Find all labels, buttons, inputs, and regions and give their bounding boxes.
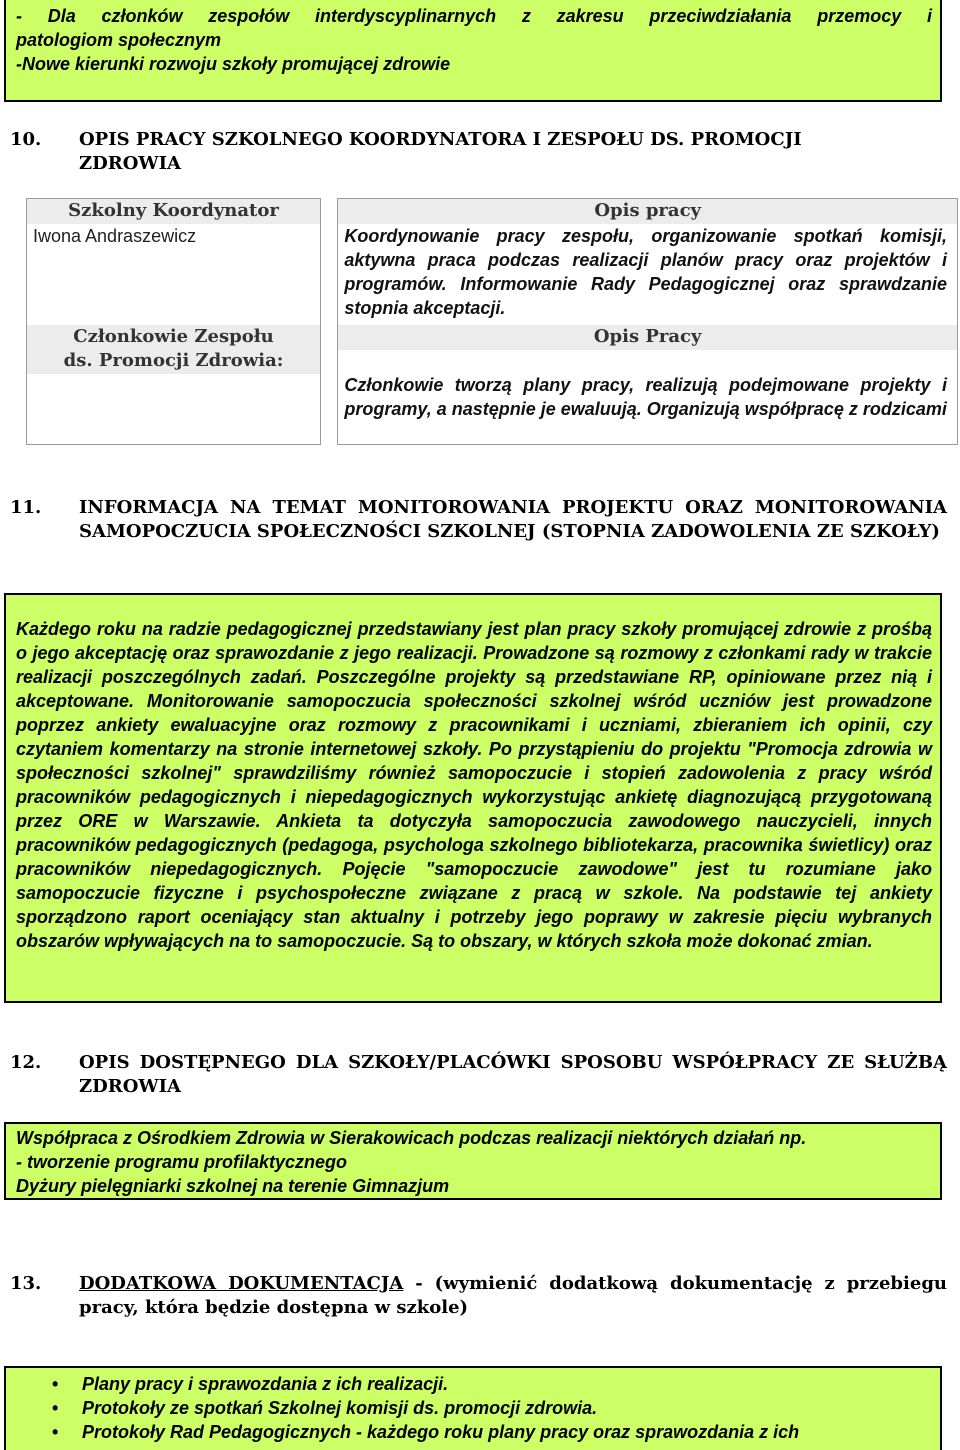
section-13-title-bold: DODATKOWA DOKUMENTACJA (79, 1273, 404, 1294)
documentation-item-2: • Protokoły ze spotkań Szkolnej komisji ds. promocji zdrowia. (6, 1396, 932, 1420)
documentation-item-3: • Protokoły Rad Pedagogicznych - każdego roku plany pracy oraz sprawozdania z ich (6, 1420, 932, 1444)
intro-box (4, 0, 942, 102)
coordinator-cell (27, 199, 321, 445)
coordinator-table (26, 198, 958, 445)
work-description-heading: Opis pracy (338, 199, 957, 224)
monitoring-box (4, 593, 942, 1003)
health-service-box (4, 1122, 942, 1200)
documentation-item-1: • Plany pracy i sprawozdania z ich realizacji. (6, 1372, 932, 1396)
coordinator-heading: Szkolny Koordynator (27, 199, 320, 224)
members-heading-line-2: ds. Promocji Zdrowia: (27, 349, 320, 374)
work-description-cell (338, 199, 958, 445)
section-13-title-rest: - (wymienić dodatkową dokumentację z przebiegu pracy, która będzie dostępna w szkole) (79, 1273, 947, 1318)
members-work-heading: Opis Pracy (338, 325, 957, 350)
section-10-title-line-2: ZDROWIA (79, 153, 181, 174)
members-work-text: Członkowie tworzą plany pracy, realizują podejmowane projekty i programy, a następnie je ewaluują. Organizują współpracę z rodzicami (344, 375, 947, 419)
intro-line-2: patologiom społecznym (16, 30, 222, 50)
section-10-title-line-1: OPIS PRACY SZKOLNEGO KOORDYNATORA I ZESPOŁU DS. PROMOCJI (79, 129, 802, 150)
section-13-title (79, 1272, 947, 1320)
members-heading-line-1: Członkowie Zespołu (27, 325, 320, 349)
intro-line-1: - Dla członków zespołów interdyscyplinarnych z zakresu przeciwdziałania przemocy i (16, 6, 932, 26)
health-service-line-3: Dyżury pielęgniarki szkolnej na terenie Gimnazjum (16, 1176, 450, 1196)
section-12-number: 12. (10, 1052, 42, 1073)
coordinator-name: Iwona Andraszewicz (33, 226, 197, 246)
health-service-line-2: - tworzenie programu profilaktycznego (16, 1152, 348, 1172)
monitoring-text: Każdego roku na radzie pedagogicznej przedstawiany jest plan pracy szkoły promującej zdrowie z prośbą o jego akceptację oraz sprawozdanie z jego realizacji. Prowadzone są rozmowy z członkami rady w trakcie realizacji poszczególnych zadań. Poszczególne projekty są przedstawiane RP, opiniowane przez nią i akceptowane. Monitorowanie samopoczucia społeczności szkolnej wśród uczniów jest prowadzone poprzez ankiety ewaluacyjne oraz rozmowy z pracownikami i uczniami, zbieraniem ich opinii, czy czytaniem komentarzy na stronie internetowej szkoły. Po przystąpieniu do projektu "Promocja zdrowia w społeczności szkolnej" sprawdziliśmy również samopoczucie i stopień zadowolenia z pracy wśród pracowników pedagogicznych i niepedagogicznych wykorzystując ankietę diagnozującą przygotowaną przez ORE w Warszawie. Ankieta ta dotyczyła samopoczucia zawodowego nauczycieli, innych pracowników pedagogicznych (pedagoga, psychologa szkolnego bibliotekarza, pracownika świetlicy) oraz pracowników niepedagogicznych. Pojęcie "samopoczucie zawodowe" jest tu rozumiane jako samopoczucie fizyczne i psychospołeczne związane z pracą w szkole. Na podstawie tej ankiety sporządzono raport oceniający stan aktualny i potrzeby jego poprawy w zakresie pięciu wybranych obszarów wpływających na to samopoczucie. Są to obszary, w których szkoła może dokonać zmian. (16, 619, 932, 951)
documentation-box (4, 1366, 942, 1450)
section-12-title: OPIS DOSTĘPNEGO DLA SZKOŁY/PLACÓWKI SPOSOBU WSPÓŁPRACY ZE SŁUŻBĄ ZDROWIA (79, 1052, 947, 1097)
documentation-list (6, 1372, 932, 1444)
section-11-title: INFORMACJA NA TEMAT MONITOROWANIA PROJEKTU ORAZ MONITOROWANIA SAMOPOCZUCIA SPOŁECZNOŚCI SZKOLNEJ (STOPNIA ZADOWOLENIA ZE SZKOŁY) (79, 497, 947, 542)
section-10-number: 10. (10, 129, 42, 150)
section-13-number: 13. (10, 1273, 42, 1294)
section-11-number: 11. (10, 497, 42, 518)
intro-line-3: -Nowe kierunki rozwoju szkoły promującej zdrowie (16, 54, 451, 74)
work-description-text: Koordynowanie pracy zespołu, organizowanie spotkań komisji, aktywna praca podczas realizacji planów pracy oraz projektów i programów. Informowanie Rady Pedagogicznej oraz sprawdzanie stopnia akceptacji. (344, 226, 947, 318)
health-service-line-1: Współpraca z Ośrodkiem Zdrowia w Sierakowicach podczas realizacji niektórych działań np. (16, 1128, 807, 1148)
